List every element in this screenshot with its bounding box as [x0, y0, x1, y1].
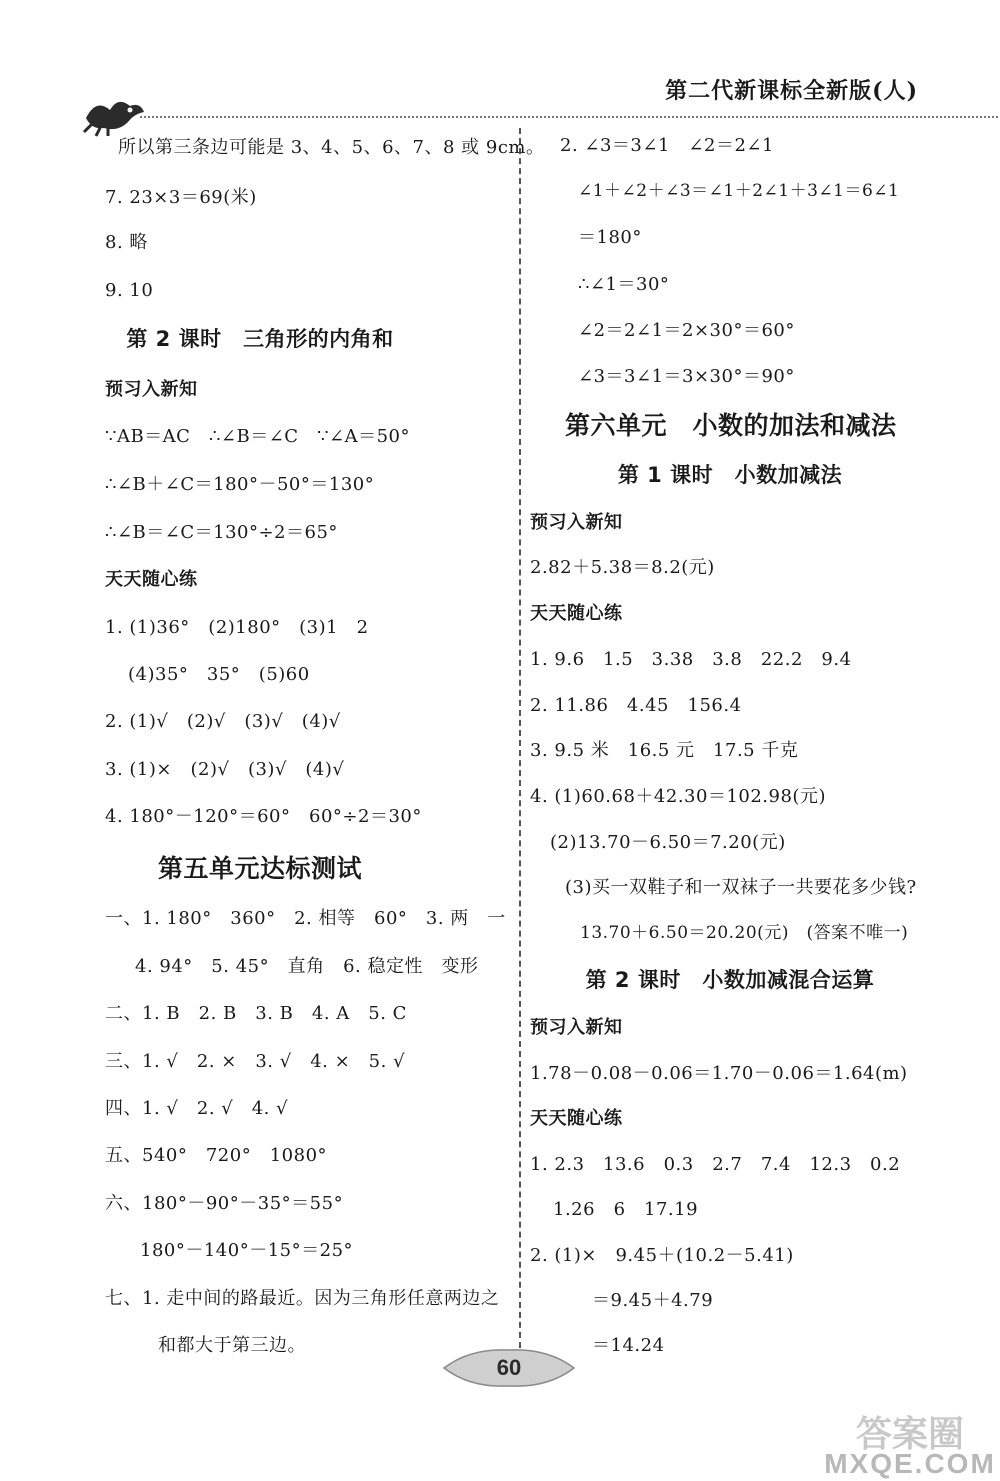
answer-line: 一、1. 180° 360° 2. 相等 60° 3. 两 一	[105, 908, 506, 929]
answer-line: 7. 23×3＝69(米)	[105, 187, 257, 208]
answer-line: 1.78－0.08－0.06＝1.70－0.06＝1.64(m)	[530, 1063, 908, 1084]
section-label: 天天随心练	[530, 1108, 623, 1129]
section-label: 预习入新知	[105, 379, 198, 400]
answer-line: (2)13.70－6.50＝7.20(元)	[550, 832, 786, 853]
header-rule	[140, 116, 998, 118]
section-label: 预习入新知	[530, 1017, 623, 1038]
answer-line: 1. 2.3 13.6 0.3 2.7 7.4 12.3 0.2	[530, 1154, 901, 1175]
answer-line: 4. 180°－120°＝60° 60°÷2＝30°	[105, 806, 422, 827]
answer-line: 所以第三条边可能是 3、4、5、6、7、8 或 9cm。	[118, 137, 545, 158]
answer-line: ∠1＋∠2＋∠3＝∠1＋2∠1＋3∠1＝6∠1	[578, 181, 900, 201]
answer-line: ＝9.45＋4.79	[592, 1290, 714, 1311]
section-label: 天天随心练	[105, 569, 198, 590]
answer-line: ∴∠B＋∠C＝180°－50°＝130°	[105, 474, 375, 495]
answer-line: 1. (1)36° (2)180° (3)1 2	[105, 617, 369, 638]
answer-line: 四、1. √ 2. √ 4. √	[105, 1098, 289, 1119]
watermark-logo-text: 答案圈	[855, 1414, 964, 1455]
answer-line: 3. 9.5 米 16.5 元 17.5 千克	[530, 740, 799, 761]
page-number: 60	[496, 1355, 522, 1380]
section-label: 天天随心练	[530, 603, 623, 624]
answer-line: 2.82＋5.38＝8.2(元)	[530, 557, 715, 578]
answer-line: (3)买一双鞋子和一双袜子一共要花多少钱?	[565, 877, 917, 898]
answer-line: ∴∠B＝∠C＝130°÷2＝65°	[105, 522, 338, 543]
answer-line: 1.26 6 17.19	[553, 1199, 699, 1220]
decorative-bird-logo-icon	[78, 88, 148, 138]
watermark	[822, 1406, 998, 1478]
answer-line: 七、1. 走中间的路最近。因为三角形任意两边之	[105, 1288, 500, 1309]
lesson-title: 第 1 课时 小数加减法	[617, 463, 843, 487]
answer-line: 4. (1)60.68＋42.30＝102.98(元)	[530, 786, 826, 807]
answer-line: 和都大于第三边。	[158, 1335, 306, 1356]
answer-line: 2. (1)× 9.45＋(10.2－5.41)	[530, 1245, 794, 1266]
unit-test-title: 第五单元达标测试	[157, 854, 362, 883]
answer-line: ∵AB＝AC ∴∠B＝∠C ∵∠A＝50°	[105, 426, 411, 447]
answer-line: 180°－140°－15°＝25°	[140, 1240, 354, 1261]
answer-line: ∠2＝2∠1＝2×30°＝60°	[578, 320, 795, 341]
page-number-badge	[440, 1346, 578, 1390]
answer-line: 五、540° 720° 1080°	[105, 1145, 328, 1166]
watermark-url: MXQE.COM	[824, 1448, 996, 1479]
lesson-title: 第 2 课时 小数加减混合运算	[585, 968, 875, 992]
answer-line: 3. (1)× (2)√ (3)√ (4)√	[105, 759, 345, 780]
answer-line: 4. 94° 5. 45° 直角 6. 稳定性 变形	[135, 956, 479, 977]
answer-line: (4)35° 35° (5)60	[128, 664, 310, 685]
answer-line: 8. 略	[105, 232, 148, 253]
answer-line: ＝180°	[578, 227, 642, 248]
series-title: 第二代新课标全新版(人)	[665, 78, 918, 104]
answer-line: 六、180°－90°－35°＝55°	[105, 1193, 344, 1214]
answer-line: ∠3＝3∠1＝3×30°＝90°	[578, 366, 795, 387]
section-label: 预习入新知	[530, 512, 623, 533]
answer-line: 2. (1)√ (2)√ (3)√ (4)√	[105, 711, 341, 732]
answer-line: 1. 9.6 1.5 3.38 3.8 22.2 9.4	[530, 649, 852, 670]
answer-line: 9. 10	[105, 280, 154, 301]
answer-line: 2. 11.86 4.45 156.4	[530, 695, 742, 716]
unit-title: 第六单元 小数的加法和减法	[565, 411, 897, 440]
answer-line: ＝14.24	[592, 1335, 665, 1356]
answer-line: 2. ∠3＝3∠1 ∠2＝2∠1	[560, 135, 774, 156]
lesson-title: 第 2 课时 三角形的内角和	[126, 327, 394, 351]
column-divider	[519, 128, 521, 1358]
answer-line: 13.70＋6.50＝20.20(元) (答案不唯一)	[580, 923, 909, 943]
answer-line: 三、1. √ 2. × 3. √ 4. × 5. √	[105, 1051, 406, 1072]
answer-line: ∴∠1＝30°	[578, 274, 670, 295]
answer-line: 二、1. B 2. B 3. B 4. A 5. C	[105, 1003, 407, 1024]
